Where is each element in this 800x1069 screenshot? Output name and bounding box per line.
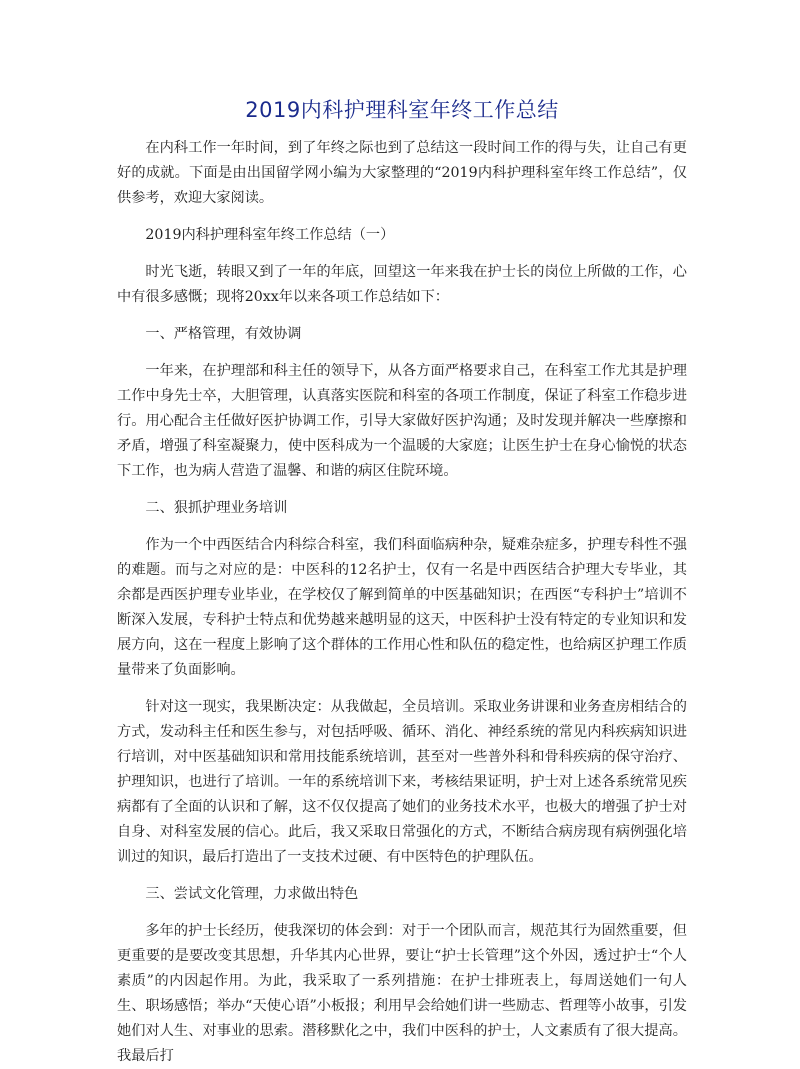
document-title: 2019内科护理科室年终工作总结 xyxy=(245,98,559,122)
section-heading: 2019内科护理科室年终工作总结（一） xyxy=(145,227,395,243)
body-paragraph: 作为一个中西医结合内科综合科室，我们科面临病种杂，疑难杂症多，护理专科性不强的难题。而与之对应的是：中医科的12名护士，仅有一名是中西医结合护理大专毕业，其余都是西医护理专业毕业，在学校仅了解到简单的中医基础知识；在西医“专科护士”培训不断深入发展，专科护士特点和优势越来越明显的这天，中医科护士没有特定的专业知识和发展方向，这在一程度上影响了这个群体的工作用心性和队伍的稳定性，也给病区护理工作质量带来了负面影响。 xyxy=(117,537,687,678)
section-heading: 二、狠抓护理业务培训 xyxy=(145,500,288,516)
body-paragraph: 多年的护士长经历，使我深切的体会到：对于一个团队而言，规范其行为固然重要，但更重要的是要改变其思想，升华其内心世界，要让“护士长管理”这个外因，透过护士“个人素质”的内因起作用。为此，我采取了一系列措施：在护士排班表上，每周送她们一句人生、职场感悟；举办“天使心语”小板报；利用早会给她们讲一些励志、哲理等小故事，引发她们对人生、对事业的思索。潜移默化之中，我们中医科的护士，人文素质有了很大提高。我最后打 xyxy=(117,923,687,1064)
body-paragraph: 时光飞逝，转眼又到了一年的年底，回望这一年来我在护士长的岗位上所做的工作，心中有很多感慨；现将20xx年以来各项工作总结如下： xyxy=(117,264,687,305)
section-heading: 三、尝试文化管理，力求做出特色 xyxy=(145,886,359,902)
intro-paragraph: 在内科工作一年时间，到了年终之际也到了总结这一段时间工作的得与失，让自己有更好的成就。下面是由出国留学网小编为大家整理的“2019内科护理科室年终工作总结”，仅供参考，欢迎大家阅读。 xyxy=(117,140,687,206)
document-body xyxy=(117,136,687,1069)
body-paragraph: 一年来，在护理部和科主任的领导下，从各方面严格要求自己，在科室工作尤其是护理工作中身先士卒，大胆管理，认真落实医院和科室的各项工作制度，保证了科室工作稳步进行。用心配合主任做好医护协调工作，引导大家做好医护沟通；及时发现并解决一些摩擦和矛盾，增强了科室凝聚力，使中医科成为一个温暖的大家庭；让医生护士在身心愉悦的状态下工作，也为病人营造了温馨、和谐的病区住院环境。 xyxy=(117,363,687,479)
section-heading: 一、严格管理，有效协调 xyxy=(145,326,302,342)
body-paragraph: 针对这一现实，我果断决定：从我做起，全员培训。采取业务讲课和业务查房相结合的方式，发动科主任和医生参与，对包括呼吸、循环、消化、神经系统的常见内科疾病知识进行培训，对中医基础知识和常用技能系统培训，甚至对一些普外科和骨科疾病的保守治疗、护理知识，也进行了培训。一年的系统培训下来，考核结果证明，护士对上述各系统常见疾病都有了全面的认识和了解，这不仅仅提高了她们的业务技术水平，也极大的增强了护士对自身、对科室发展的信心。此后，我又采取日常强化的方式，不断结合病房现有病例强化培训过的知识，最后打造出了一支技术过硬、有中医特色的护理队伍。 xyxy=(117,699,687,865)
